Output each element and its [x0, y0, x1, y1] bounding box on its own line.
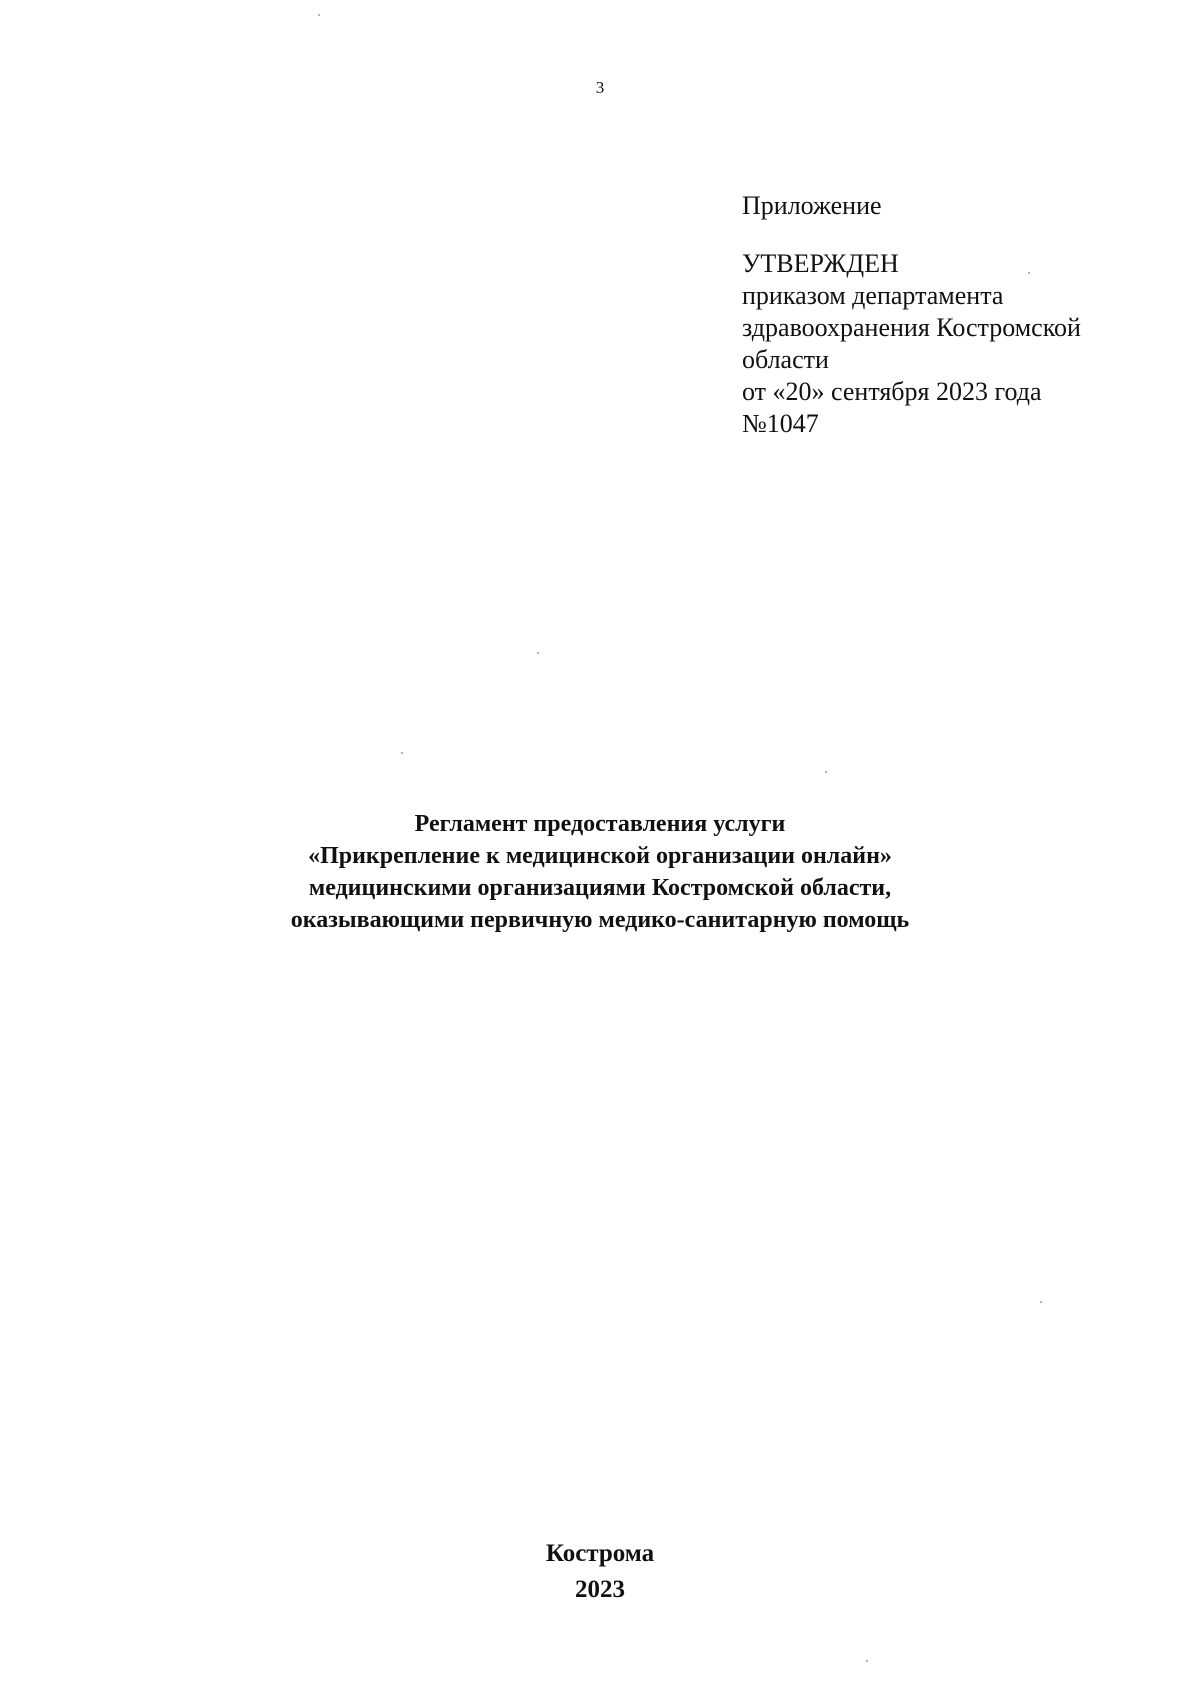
document-footer: [0, 1536, 1200, 1608]
title-line-3: медицинскими организациями Костромской области,: [308, 875, 892, 901]
approval-stamp-block: [742, 190, 1162, 440]
page-number: 3: [595, 78, 605, 97]
order-line-1: приказом департамента: [742, 281, 1004, 310]
title-line-2: «Прикрепление к медицинской организации онлайн»: [308, 843, 892, 869]
scan-speck: [537, 652, 539, 654]
scan-speck: [1040, 1301, 1042, 1303]
order-line-3: области: [742, 345, 829, 374]
scan-speck: [401, 752, 403, 754]
scan-speck: [825, 771, 827, 773]
scan-speck: [1028, 272, 1030, 274]
title-line-1: Регламент предоставления услуги: [414, 811, 786, 837]
title-line-4: оказывающими первичную медико-санитарную помощь: [290, 907, 910, 933]
order-date: от «20» сентября 2023 года: [742, 377, 1042, 406]
scan-speck: [318, 14, 320, 16]
footer-city: Кострома: [545, 1540, 655, 1567]
order-line-2: здравоохранения Костромской: [742, 313, 1081, 342]
order-number: №1047: [742, 409, 819, 438]
appendix-label: Приложение: [742, 191, 882, 220]
scan-speck: [866, 1660, 868, 1662]
approved-label: УТВЕРЖДЕН: [742, 249, 899, 278]
footer-year: 2023: [575, 1576, 625, 1603]
document-title: [0, 808, 1200, 936]
